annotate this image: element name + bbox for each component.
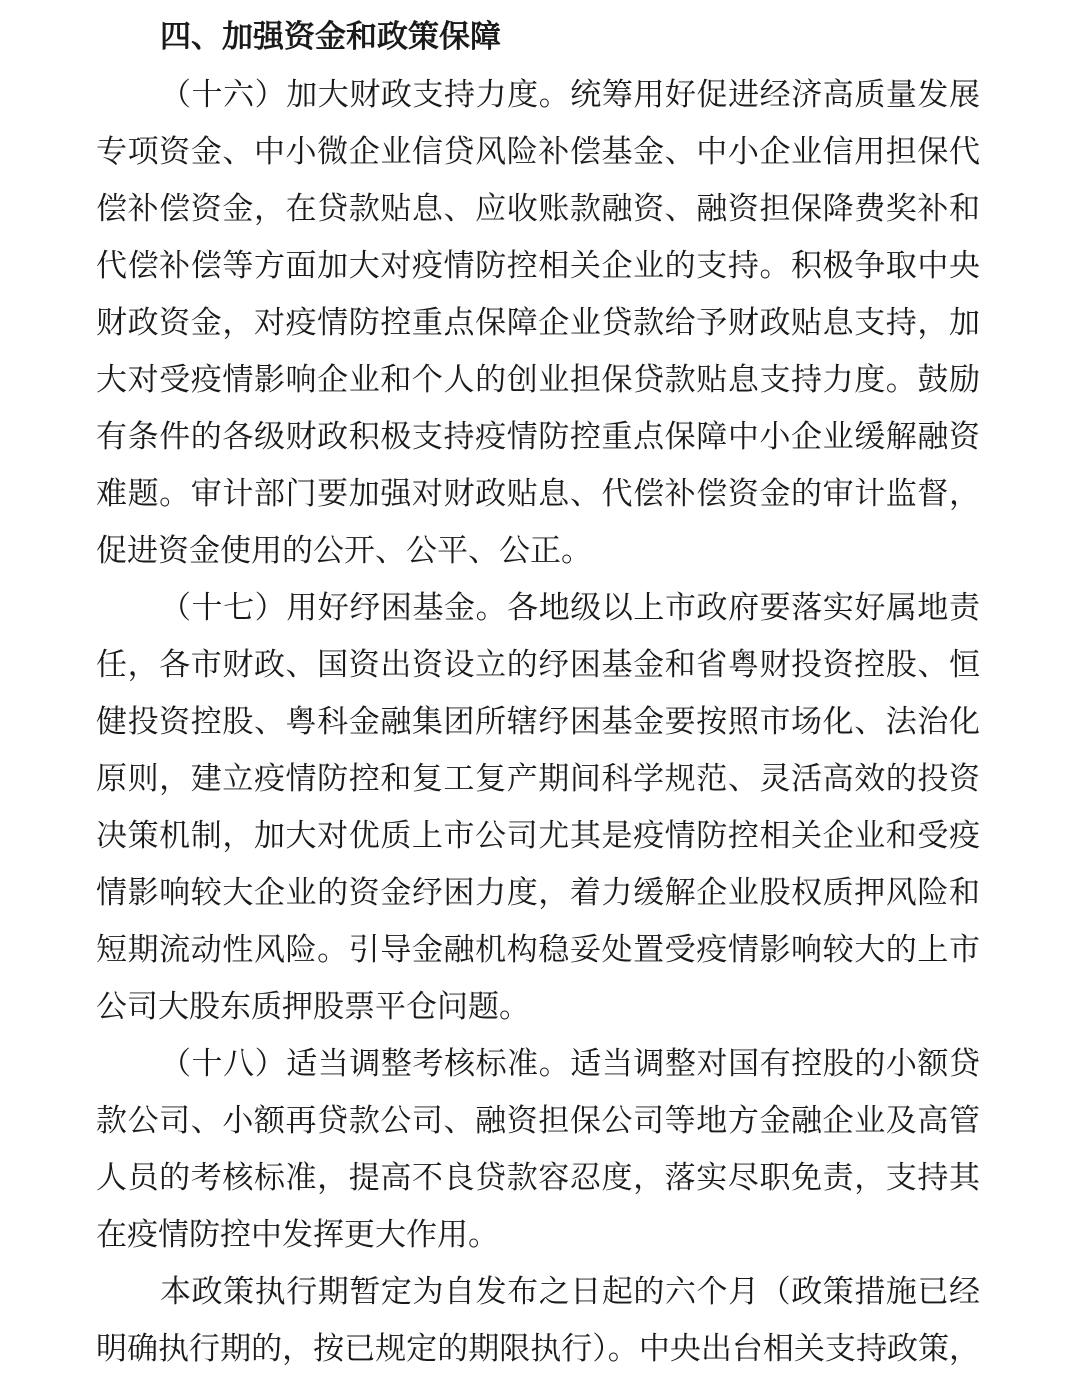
section-heading: 四、加强资金和政策保障 — [160, 19, 501, 55]
paragraph-17-line-1: （十七）用好纾困基金。各地级以上市政府要落实好属地责 — [160, 590, 980, 626]
paragraph-17-line-8: 公司大股东质押股票平仓问题。 — [96, 989, 530, 1025]
paragraph-16-line-6: 大对受疫情影响企业和个人的创业担保贷款贴息支持力度。鼓励 — [96, 362, 980, 398]
paragraph-18-line-3: 人员的考核标准，提高不良贷款容忍度，落实尽职免责，支持其 — [96, 1160, 980, 1196]
paragraph-17-line-2: 任，各市财政、国资出资设立的纾困基金和省粤财投资控股、恒 — [96, 647, 980, 683]
paragraph-18-line-2: 款公司、小额再贷款公司、融资担保公司等地方金融企业及高管 — [96, 1103, 980, 1139]
paragraph-17-line-7: 短期流动性风险。引导金融机构稳妥处置受疫情影响较大的上市 — [96, 932, 980, 968]
paragraph-16-line-2: 专项资金、中小微企业信贷风险补偿基金、中小企业信用担保代 — [96, 134, 980, 170]
paragraph-16-line-9: 促进资金使用的公开、公平、公正。 — [96, 533, 592, 569]
paragraph-18-line-1: （十八）适当调整考核标准。适当调整对国有控股的小额贷 — [160, 1046, 980, 1082]
paragraph-16-line-8: 难题。审计部门要加强对财政贴息、代偿补偿资金的审计监督， — [96, 476, 980, 512]
paragraph-16-line-5: 财政资金，对疫情防控重点保障企业贷款给予财政贴息支持，加 — [96, 305, 980, 341]
paragraph-16-line-7: 有条件的各级财政积极支持疫情防控重点保障中小企业缓解融资 — [96, 419, 980, 455]
paragraph-18-line-4: 在疫情防控中发挥更大作用。 — [96, 1217, 499, 1253]
paragraph-16-line-3: 偿补偿资金，在贷款贴息、应收账款融资、融资担保降费奖补和 — [96, 191, 980, 227]
paragraph-16-line-1: （十六）加大财政支持力度。统筹用好促进经济高质量发展 — [160, 77, 980, 113]
paragraph-16-line-4: 代偿补偿等方面加大对疫情防控相关企业的支持。积极争取中央 — [96, 248, 980, 284]
paragraph-17-line-3: 健投资控股、粤科金融集团所辖纾困基金要按照市场化、法治化 — [96, 704, 980, 740]
paragraph-17-line-5: 决策机制，加大对优质上市公司尤其是疫情防控相关企业和受疫 — [96, 818, 980, 854]
closing-paragraph-line-1: 本政策执行期暂定为自发布之日起的六个月（政策措施已经 — [160, 1274, 980, 1310]
paragraph-17-line-4: 原则，建立疫情防控和复工复产期间科学规范、灵活高效的投资 — [96, 761, 980, 797]
closing-paragraph-line-2: 明确执行期的，按已规定的期限执行）。中央出台相关支持政策， — [96, 1331, 980, 1367]
paragraph-17-line-6: 情影响较大企业的资金纾困力度，着力缓解企业股权质押风险和 — [96, 875, 980, 911]
